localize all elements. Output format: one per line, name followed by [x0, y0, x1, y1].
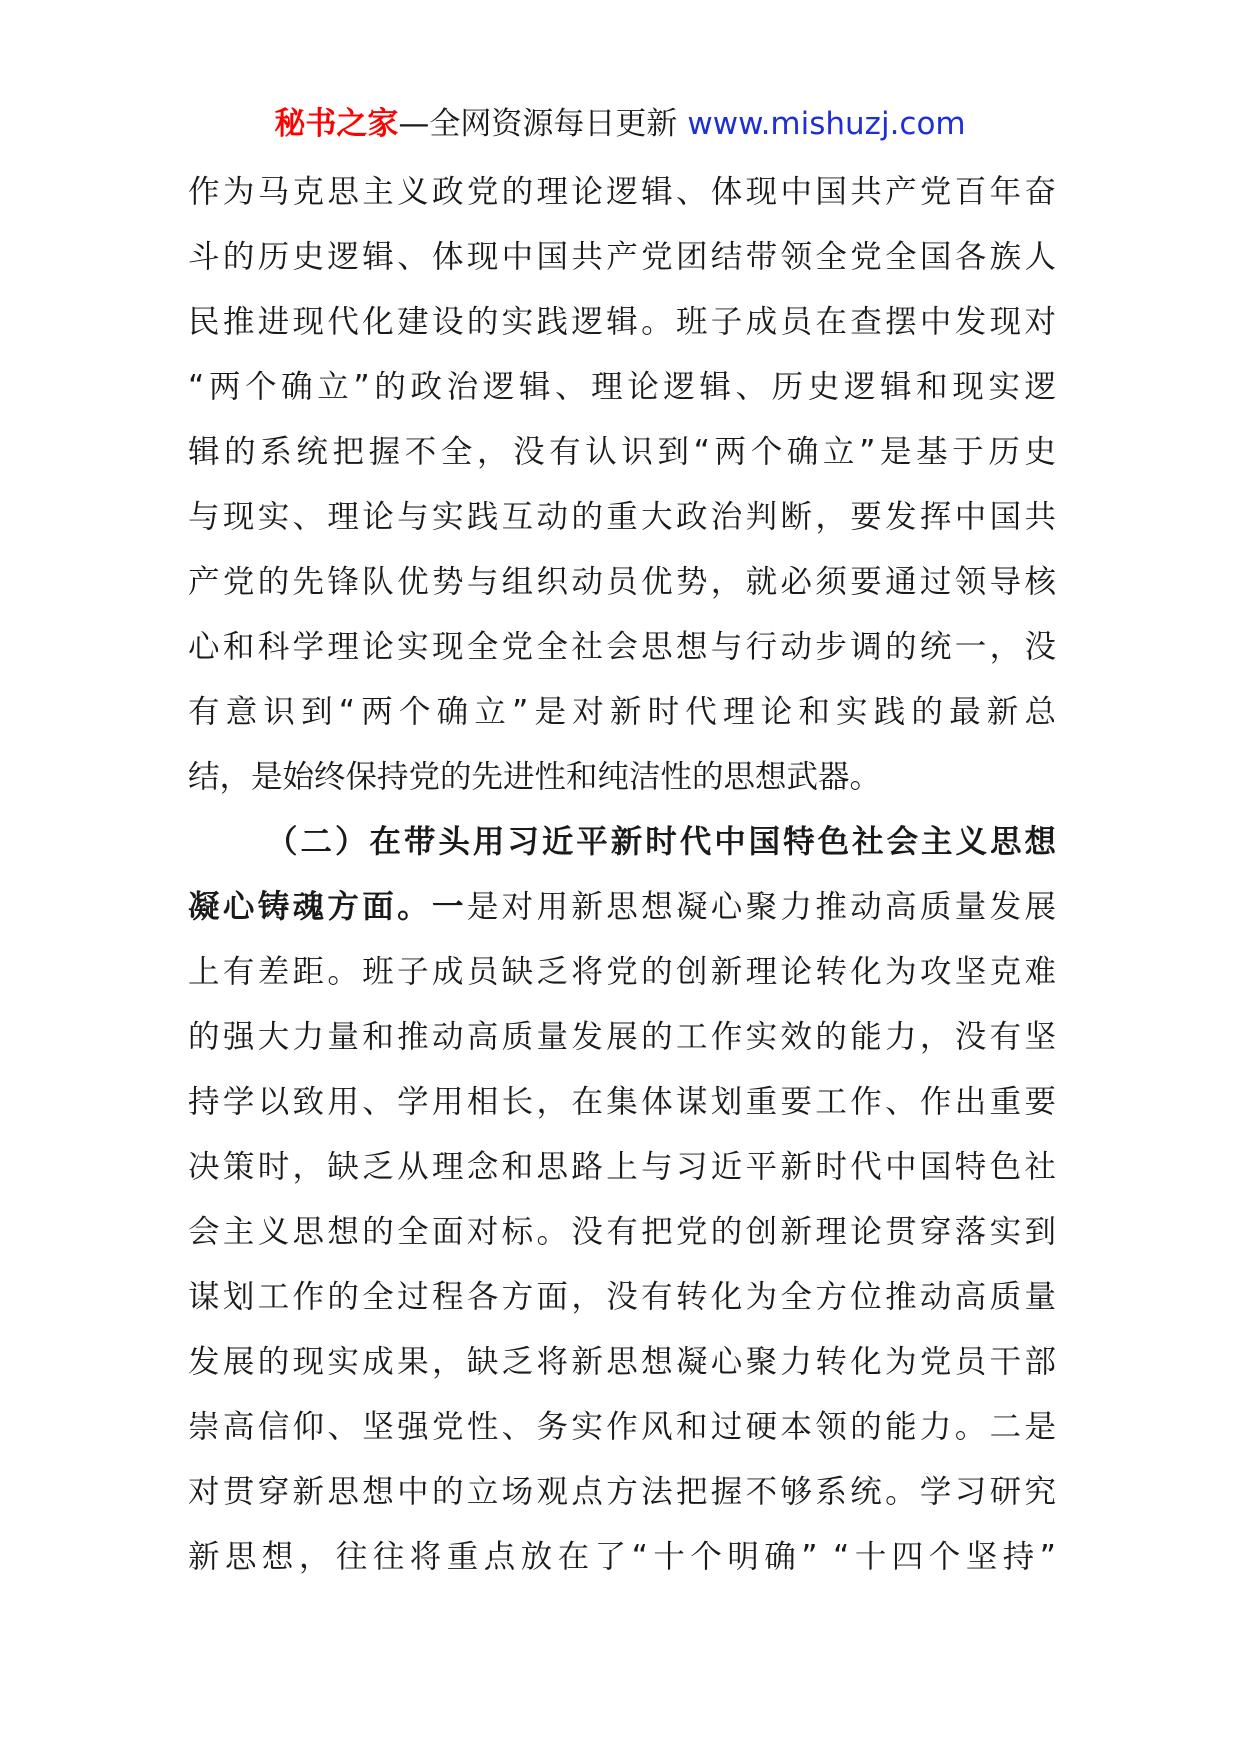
- header-brand: 秘书之家: [274, 106, 399, 142]
- header-slogan: 全网资源每日更新: [429, 106, 678, 142]
- paragraph-line: 持学以致用、学用相长，在集体谋划重要工作、作出重要: [188, 1084, 1056, 1120]
- paragraph-line: 与现实、理论与实践互动的重大政治判断，要发挥中国共: [188, 499, 1056, 535]
- section-heading-continuation: [188, 875, 1056, 940]
- paragraph-line: 作为马克思主义政党的理论逻辑、体现中国共产党百年奋: [188, 174, 1056, 210]
- paragraph-line: 的强大力量和推动高质量发展的工作实效的能力，没有坚: [188, 1019, 1056, 1055]
- section-heading-rest: 是对用新思想凝心聚力推动高质量发展: [466, 889, 1056, 925]
- paragraph-line: 对贯穿新思想中的立场观点方法把握不够系统。学习研究: [188, 1474, 1056, 1510]
- paragraph-line: 崇高信仰、坚强党性、务实作风和过硬本领的能力。二是: [188, 1409, 1056, 1445]
- paragraph-line: 决策时，缺乏从理念和思路上与习近平新时代中国特色社: [188, 1149, 1056, 1185]
- paragraph-line: 会主义思想的全面对标。没有把党的创新理论贯穿落实到: [188, 1214, 1056, 1250]
- page-header: [0, 100, 1240, 148]
- header-dash: —: [398, 106, 430, 142]
- paragraph-line: 辑的系统把握不全，没有认识到“两个确立”是基于历史: [188, 434, 1056, 470]
- paragraph-line: 有意识到“两个确立”是对新时代理论和实践的最新总: [188, 694, 1056, 730]
- section-heading: （二）在带头用习近平新时代中国特色社会主义思想: [266, 824, 1056, 860]
- section-heading-bold: 凝心铸魂方面。一: [188, 889, 467, 925]
- paragraph-line: 发展的现实成果，缺乏将新思想凝心聚力转化为党员干部: [188, 1344, 1056, 1380]
- paragraph-line: 谋划工作的全过程各方面，没有转化为全方位推动高质量: [188, 1279, 1056, 1315]
- paragraph-line: 产党的先锋队优势与组织动员优势，就必须要通过领导核: [188, 564, 1056, 600]
- paragraph-line: 心和科学理论实现全党全社会思想与行动步调的统一，没: [188, 629, 1056, 665]
- document-body: [188, 160, 1056, 1590]
- paragraph-line: 斗的历史逻辑、体现中国共产党团结带领全党全国各族人: [188, 239, 1056, 275]
- header-url-link[interactable]: www.mishuzj.com: [687, 106, 966, 142]
- paragraph-line: 民推进现代化建设的实践逻辑。班子成员在查摆中发现对: [188, 304, 1056, 340]
- paragraph-line: 结，是始终保持党的先进性和纯洁性的思想武器。: [188, 759, 882, 795]
- paragraph-line: 上有差距。班子成员缺乏将党的创新理论转化为攻坚克难: [188, 954, 1056, 990]
- paragraph-line: “两个确立”的政治逻辑、理论逻辑、历史逻辑和现实逻: [188, 369, 1056, 405]
- paragraph-line: 新思想，往往将重点放在了“十个明确” “十四个坚持”: [188, 1539, 1056, 1575]
